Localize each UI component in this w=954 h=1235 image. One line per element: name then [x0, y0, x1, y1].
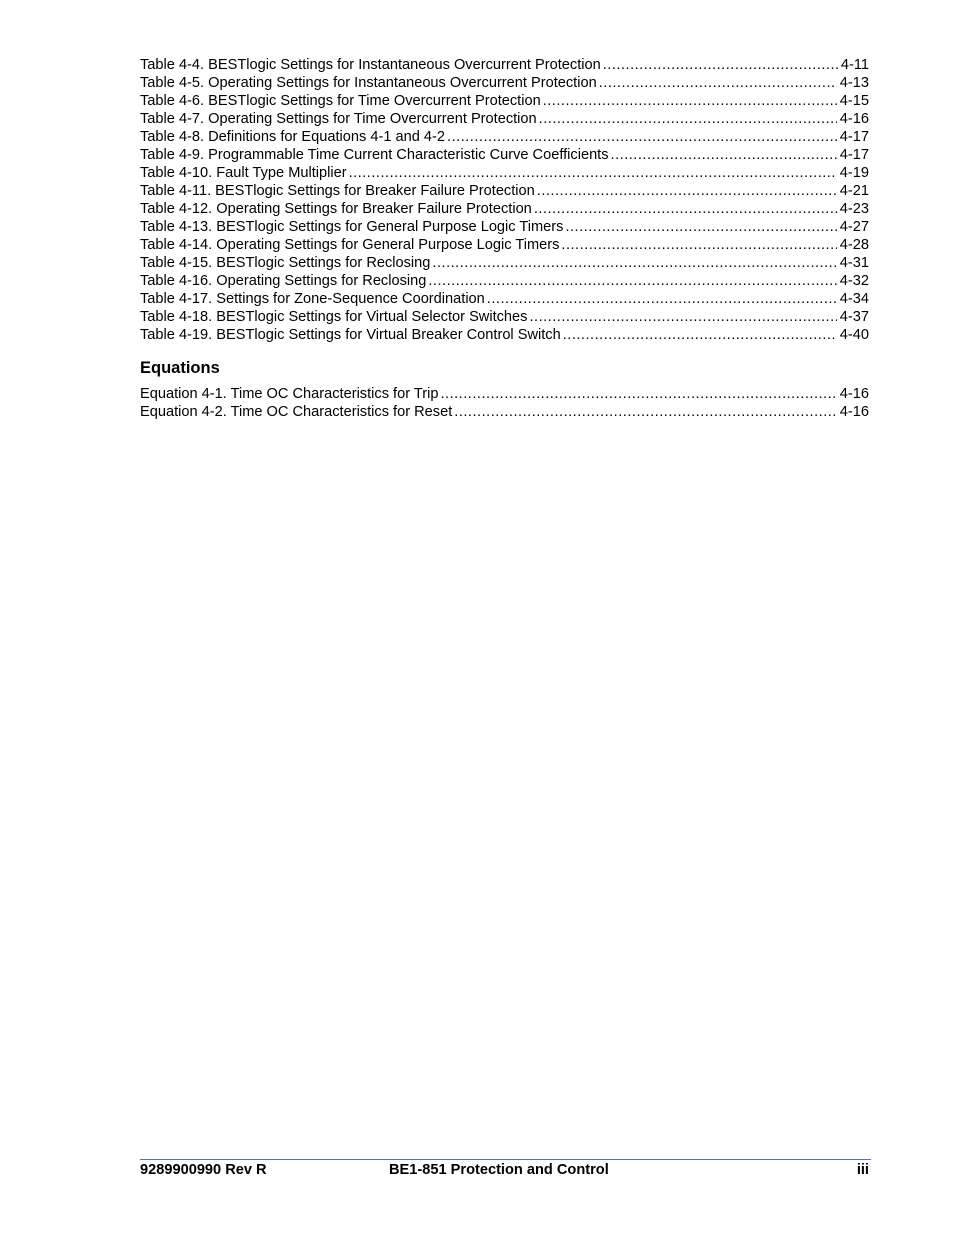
dot-leader: [543, 92, 837, 110]
toc-entry-page-number: 4-34: [839, 291, 869, 307]
toc-entry-page-number: 4-21: [839, 183, 869, 199]
toc-table-entry[interactable]: [140, 146, 869, 164]
dot-leader: [529, 308, 836, 326]
toc-entry-page-number: 4-11: [840, 57, 869, 73]
dot-leader: [432, 254, 836, 272]
tables-toc-list: [140, 56, 869, 344]
toc-entry-label: Equation 4-1. Time OC Characteristics for Trip: [140, 386, 439, 402]
footer-page-number: iii: [856, 1162, 869, 1178]
toc-entry-page-number: 4-19: [839, 165, 869, 181]
toc-entry-page-number: 4-31: [839, 255, 869, 271]
toc-entry-label: Table 4-5. Operating Settings for Instantaneous Overcurrent Protection: [140, 75, 597, 91]
toc-table-entry[interactable]: [140, 290, 869, 308]
toc-entry-page-number: 4-16: [839, 386, 869, 402]
toc-equation-entry[interactable]: [140, 403, 869, 421]
toc-entry-label: Table 4-16. Operating Settings for Reclosing: [140, 273, 427, 289]
toc-entry-label: Table 4-4. BESTlogic Settings for Instantaneous Overcurrent Protection: [140, 57, 601, 73]
toc-entry-label: Table 4-7. Operating Settings for Time Overcurrent Protection: [140, 111, 537, 127]
dot-leader: [563, 326, 837, 344]
toc-entry-label: Table 4-6. BESTlogic Settings for Time Overcurrent Protection: [140, 93, 541, 109]
toc-table-entry[interactable]: [140, 182, 869, 200]
toc-table-entry[interactable]: [140, 56, 869, 74]
toc-table-entry[interactable]: [140, 74, 869, 92]
toc-entry-page-number: 4-23: [839, 201, 869, 217]
toc-table-entry[interactable]: [140, 308, 869, 326]
toc-table-entry[interactable]: [140, 218, 869, 236]
toc-entry-label: Equation 4-2. Time OC Characteristics for Reset: [140, 404, 453, 420]
toc-table-entry[interactable]: [140, 254, 869, 272]
toc-entry-page-number: 4-17: [839, 147, 869, 163]
dot-leader: [561, 236, 836, 254]
toc-entry-label: Table 4-18. BESTlogic Settings for Virtual Selector Switches: [140, 309, 528, 325]
dot-leader: [428, 272, 836, 290]
toc-entry-label: Table 4-9. Programmable Time Current Characteristic Curve Coefficients: [140, 147, 609, 163]
toc-entry-page-number: 4-15: [839, 93, 869, 109]
toc-entry-page-number: 4-40: [839, 327, 869, 343]
toc-table-entry[interactable]: [140, 272, 869, 290]
toc-entry-page-number: 4-16: [839, 404, 869, 420]
toc-entry-label: Table 4-19. BESTlogic Settings for Virtual Breaker Control Switch: [140, 327, 561, 343]
toc-entry-label: Table 4-11. BESTlogic Settings for Breaker Failure Protection: [140, 183, 535, 199]
footer-doc-number: 9289900990 Rev R: [140, 1162, 267, 1178]
toc-equation-entry[interactable]: [140, 385, 869, 403]
toc-entry-label: Table 4-13. BESTlogic Settings for General Purpose Logic Timers: [140, 219, 564, 235]
toc-table-entry[interactable]: [140, 92, 869, 110]
dot-leader: [349, 164, 837, 182]
toc-entry-label: Table 4-14. Operating Settings for General Purpose Logic Timers: [140, 237, 560, 253]
toc-entry-page-number: 4-13: [839, 75, 869, 91]
toc-entry-page-number: 4-16: [839, 111, 869, 127]
page-footer: [140, 1159, 871, 1180]
toc-entry-page-number: 4-32: [839, 273, 869, 289]
toc-entry-page-number: 4-17: [839, 129, 869, 145]
toc-table-entry[interactable]: [140, 164, 869, 182]
dot-leader: [454, 403, 837, 421]
dot-leader: [440, 385, 836, 403]
footer-title: BE1-851 Protection and Control: [389, 1162, 609, 1178]
toc-table-entry[interactable]: [140, 128, 869, 146]
toc-table-entry[interactable]: [140, 110, 869, 128]
toc-entry-page-number: 4-27: [839, 219, 869, 235]
toc-entry-page-number: 4-37: [839, 309, 869, 325]
toc-entry-label: Table 4-15. BESTlogic Settings for Reclosing: [140, 255, 431, 271]
toc-entry-label: Table 4-17. Settings for Zone-Sequence Coordination: [140, 291, 485, 307]
toc-entry-page-number: 4-28: [839, 237, 869, 253]
toc-table-entry[interactable]: [140, 200, 869, 218]
dot-leader: [534, 200, 837, 218]
dot-leader: [603, 56, 838, 74]
toc-table-entry[interactable]: [140, 326, 869, 344]
equations-toc-list: [140, 385, 869, 421]
dot-leader: [539, 110, 837, 128]
dot-leader: [447, 128, 837, 146]
dot-leader: [565, 218, 836, 236]
toc-table-entry[interactable]: [140, 236, 869, 254]
dot-leader: [599, 74, 837, 92]
toc-entry-label: Table 4-12. Operating Settings for Breaker Failure Protection: [140, 201, 532, 217]
equations-heading: Equations: [140, 359, 220, 377]
dot-leader: [537, 182, 837, 200]
dot-leader: [487, 290, 837, 308]
toc-entry-label: Table 4-8. Definitions for Equations 4-1 and 4-2: [140, 129, 446, 145]
dot-leader: [611, 146, 837, 164]
toc-entry-label: Table 4-10. Fault Type Multiplier: [140, 165, 347, 181]
